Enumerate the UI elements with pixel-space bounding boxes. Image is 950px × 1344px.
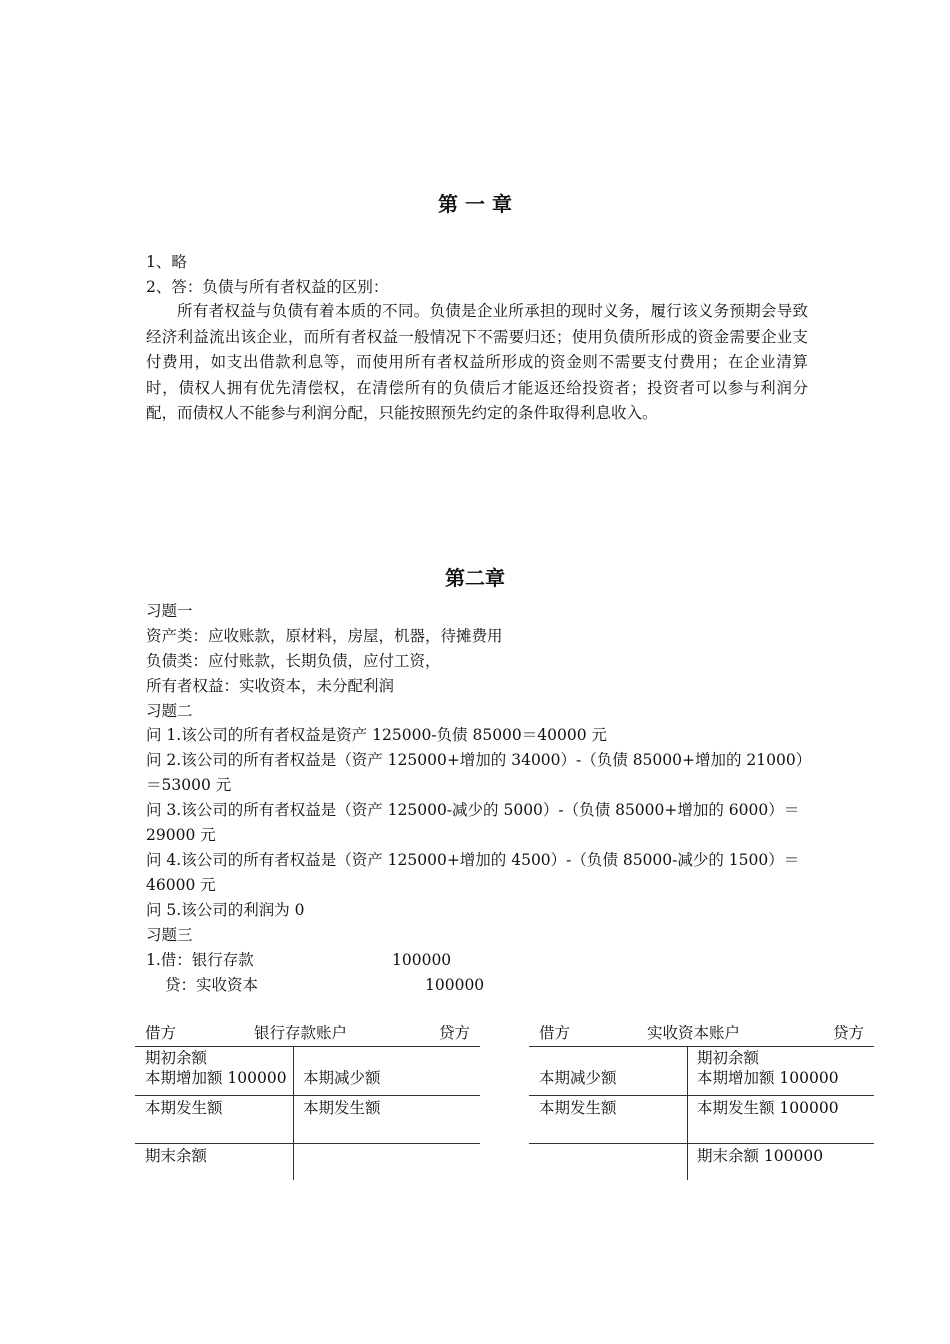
period-credit-total: 本期发生额 100000	[697, 1099, 839, 1117]
t-account-header	[135, 1018, 480, 1047]
credit-label: 贷方	[438, 1024, 470, 1042]
row-divider	[135, 1143, 480, 1144]
exercise-one-title: 习题一	[146, 602, 193, 620]
t-account-header	[529, 1018, 874, 1047]
question-2-line-1: 问 2.该公司的所有者权益是（资产 125000+增加的 34000）-（负债 85000+增加的 21000）	[146, 751, 812, 769]
debit-label: 借方	[539, 1024, 571, 1042]
row-divider	[529, 1143, 874, 1144]
account-name: 实收资本账户	[647, 1024, 741, 1042]
exercise-one-equity: 所有者权益：实收资本，未分配利润	[146, 677, 395, 695]
row-divider	[135, 1095, 480, 1096]
journal-credit-label: 贷：实收资本	[165, 976, 259, 994]
chapter-one-answer-paragraph: 所有者权益与负债有着本质的不同。负债是企业所承担的现时义务，履行该义务预期会导致经济利益流出该企业，而所有者权益一般情况下不需要归还；使用负债所形成的资金需要企业支付费用，如支出借款利息等，而使用所有者权益所形成的资金则不需要支付费用；在企业清算时，债权人拥有优先清偿权，在清偿所有的负债后才能返还给投资者；投资者可以参与利润分配，而债权人不能参与利润分配，只能按照预先约定的条件取得利息收入。	[146, 302, 808, 423]
t-account-divider	[687, 1046, 688, 1180]
decrease-amount: 本期减少额	[303, 1069, 381, 1087]
t-account-paid-in-capital	[529, 1018, 874, 1180]
opening-balance-label: 期初余额	[145, 1049, 208, 1067]
question-2-line-2: ＝53000 元	[146, 776, 232, 794]
opening-balance-label: 期初余额	[697, 1049, 760, 1067]
ending-balance: 期末余额 100000	[697, 1147, 824, 1165]
chapter-one-title: 第 一 章	[438, 192, 512, 216]
question-1: 问 1.该公司的所有者权益是资产 125000-负债 85000＝40000 元	[146, 726, 608, 744]
journal-credit-amount: 100000	[425, 976, 485, 994]
question-3-line-1: 问 3.该公司的所有者权益是（资产 125000-减少的 5000）-（负债 85000+增加的 6000）＝	[146, 801, 800, 819]
exercise-one-assets: 资产类：应收账款，原材料，房屋，机器，待摊费用	[146, 627, 503, 645]
chapter-two-title: 第二章	[445, 566, 505, 590]
question-3-line-2: 29000 元	[146, 826, 216, 844]
account-name: 银行存款账户	[254, 1024, 348, 1042]
journal-debit-label: 1.借：银行存款	[146, 951, 254, 969]
chapter-one-item-2: 2、答：负债与所有者权益的区别：	[146, 278, 389, 296]
question-5: 问 5.该公司的利润为 0	[146, 901, 305, 919]
chapter-one-item-1: 1、略	[146, 253, 187, 271]
question-4-line-1: 问 4.该公司的所有者权益是（资产 125000+增加的 4500）-（负债 85000-减少的 1500）＝	[146, 851, 800, 869]
ending-balance: 期末余额	[145, 1147, 208, 1165]
period-debit-total: 本期发生额	[145, 1099, 223, 1117]
decrease-amount: 本期减少额	[539, 1069, 617, 1087]
t-account-divider	[293, 1046, 294, 1180]
period-credit-total: 本期发生额	[303, 1099, 381, 1117]
exercise-one-liabilities: 负债类：应付账款，长期负债，应付工资，	[146, 652, 441, 670]
row-divider	[529, 1095, 874, 1096]
exercise-three-title: 习题三	[146, 926, 193, 944]
period-debit-total: 本期发生额	[539, 1099, 617, 1117]
exercise-two-title: 习题二	[146, 702, 193, 720]
question-4-line-2: 46000 元	[146, 876, 216, 894]
increase-amount: 本期增加额 100000	[697, 1069, 839, 1087]
debit-label: 借方	[145, 1024, 177, 1042]
t-account-bank-deposit	[135, 1018, 480, 1180]
increase-amount: 本期增加额 100000	[145, 1069, 287, 1087]
journal-debit-amount: 100000	[392, 951, 452, 969]
credit-label: 贷方	[832, 1024, 864, 1042]
